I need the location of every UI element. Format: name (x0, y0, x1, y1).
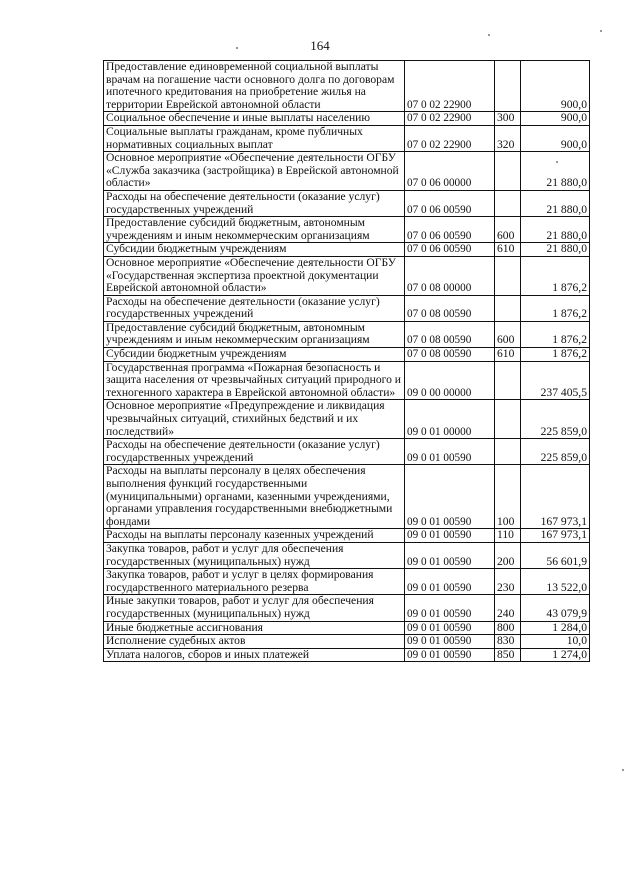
row-code-cell: 07 0 02 22900 (405, 125, 495, 151)
row-vr-cell: 230 (495, 569, 521, 595)
row-name-cell: Основное мероприятие «Обеспечение деятельности ОГБУ «Государственная экспертиза проектной документации Еврейской автономной области» (104, 256, 405, 295)
row-sum-cell: 167 973,1 (521, 465, 590, 529)
row-sum-cell: 21 880,0 (521, 217, 590, 243)
table-row (104, 190, 590, 216)
table-row (104, 125, 590, 151)
row-name-cell: Иные закупки товаров, работ и услуг для обеспечения государственных (муниципальных) нужд (104, 595, 405, 621)
table-row (104, 217, 590, 243)
row-code-cell: 09 0 01 00590 (405, 635, 495, 649)
table-row (104, 439, 590, 465)
row-vr-cell: 850 (495, 648, 521, 662)
row-vr-cell: 600 (495, 321, 521, 347)
row-vr-cell (495, 400, 521, 439)
row-code-cell: 07 0 02 22900 (405, 61, 495, 112)
row-sum-cell: 21 880,0 (521, 190, 590, 216)
row-vr-cell: 600 (495, 217, 521, 243)
table-row (104, 152, 590, 191)
table-row (104, 529, 590, 543)
table-row (104, 595, 590, 621)
row-code-cell: 09 0 01 00590 (405, 595, 495, 621)
table-row (104, 635, 590, 649)
row-vr-cell (495, 256, 521, 295)
row-vr-cell (495, 439, 521, 465)
table-row (104, 465, 590, 529)
row-code-cell: 07 0 06 00000 (405, 152, 495, 191)
row-sum-cell: 225 859,0 (521, 439, 590, 465)
row-name-cell: Предоставление единовременной социальной выплаты врачам на погашение части основного долга по договорам ипотечного кредитования на приобретение жилья на территории Еврейской автономной области (104, 61, 405, 112)
table-row (104, 361, 590, 400)
table-row (104, 321, 590, 347)
table-row (104, 648, 590, 662)
budget-table-body (104, 61, 590, 662)
table-row (104, 256, 590, 295)
row-vr-cell: 200 (495, 542, 521, 568)
row-sum-cell: 1 876,2 (521, 321, 590, 347)
row-sum-cell: 900,0 (521, 61, 590, 112)
row-vr-cell (495, 295, 521, 321)
row-sum-cell: 13 522,0 (521, 569, 590, 595)
row-name-cell: Основное мероприятие «Обеспечение деятельности ОГБУ «Служба заказчика (застройщика) в Еврейской автономной области» (104, 152, 405, 191)
row-code-cell: 07 0 06 00590 (405, 190, 495, 216)
table-row (104, 243, 590, 257)
row-sum-cell: 237 405,5 (521, 361, 590, 400)
row-vr-cell: 240 (495, 595, 521, 621)
row-name-cell: Иные бюджетные ассигнования (104, 621, 405, 635)
scan-speck (236, 47, 238, 49)
row-vr-cell: 100 (495, 465, 521, 529)
row-name-cell: Расходы на обеспечение деятельности (оказание услуг) государственных учреждений (104, 295, 405, 321)
row-sum-cell: 900,0 (521, 112, 590, 126)
row-sum-cell: 56 601,9 (521, 542, 590, 568)
row-code-cell: 09 0 01 00590 (405, 529, 495, 543)
row-code-cell: 07 0 08 00590 (405, 321, 495, 347)
row-sum-cell: 1 876,2 (521, 256, 590, 295)
row-sum-cell: 21 880,0 (521, 152, 590, 191)
page-number: 164 (310, 38, 330, 53)
row-vr-cell: 610 (495, 243, 521, 257)
row-code-cell: 07 0 06 00590 (405, 217, 495, 243)
row-name-cell: Социальные выплаты гражданам, кроме публичных нормативных социальных выплат (104, 125, 405, 151)
row-code-cell: 09 0 01 00590 (405, 439, 495, 465)
row-code-cell: 07 0 02 22900 (405, 112, 495, 126)
row-vr-cell: 830 (495, 635, 521, 649)
row-sum-cell: 225 859,0 (521, 400, 590, 439)
row-vr-cell (495, 361, 521, 400)
row-sum-cell: 1 876,2 (521, 295, 590, 321)
row-vr-cell: 320 (495, 125, 521, 151)
row-name-cell: Расходы на обеспечение деятельности (оказание услуг) государственных учреждений (104, 439, 405, 465)
row-vr-cell: 800 (495, 621, 521, 635)
row-name-cell: Государственная программа «Пожарная безопасность и защита населения от чрезвычайных ситуаций природного и техногенного характера в Еврейской автономной области» (104, 361, 405, 400)
row-code-cell: 07 0 06 00590 (405, 243, 495, 257)
row-code-cell: 09 0 01 00000 (405, 400, 495, 439)
row-name-cell: Закупка товаров, работ и услуг в целях формирования государственного материального резерва (104, 569, 405, 595)
row-name-cell: Основное мероприятие «Предупреждение и ликвидация чрезвычайных ситуаций, стихийных бедствий и их последствий» (104, 400, 405, 439)
row-code-cell: 07 0 08 00000 (405, 256, 495, 295)
row-vr-cell: 110 (495, 529, 521, 543)
row-name-cell: Расходы на обеспечение деятельности (оказание услуг) государственных учреждений (104, 190, 405, 216)
row-code-cell: 09 0 01 00590 (405, 648, 495, 662)
row-vr-cell (495, 152, 521, 191)
row-name-cell: Предоставление субсидий бюджетным, автономным учреждениям и иным некоммерческим организациям (104, 217, 405, 243)
table-row (104, 295, 590, 321)
row-code-cell: 07 0 08 00590 (405, 295, 495, 321)
row-name-cell: Уплата налогов, сборов и иных платежей (104, 648, 405, 662)
row-sum-cell: 1 274,0 (521, 648, 590, 662)
row-name-cell: Субсидии бюджетным учреждениям (104, 243, 405, 257)
scan-speck (622, 769, 624, 771)
row-code-cell: 09 0 01 00590 (405, 569, 495, 595)
row-vr-cell (495, 190, 521, 216)
row-sum-cell: 43 079,9 (521, 595, 590, 621)
row-code-cell: 09 0 01 00590 (405, 542, 495, 568)
row-name-cell: Предоставление субсидий бюджетным, автономным учреждениям и иным некоммерческим организациям (104, 321, 405, 347)
table-row (104, 542, 590, 568)
table-row (104, 348, 590, 362)
table-row (104, 400, 590, 439)
row-code-cell: 09 0 01 00590 (405, 621, 495, 635)
row-name-cell: Исполнение судебных актов (104, 635, 405, 649)
scan-speck (556, 161, 558, 163)
row-name-cell: Расходы на выплаты персоналу казенных учреждений (104, 529, 405, 543)
row-sum-cell: 900,0 (521, 125, 590, 151)
row-vr-cell (495, 61, 521, 112)
table-row (104, 569, 590, 595)
row-code-cell: 09 0 00 00000 (405, 361, 495, 400)
row-sum-cell: 10,0 (521, 635, 590, 649)
scan-speck (600, 30, 602, 32)
row-code-cell: 07 0 08 00590 (405, 348, 495, 362)
row-name-cell: Субсидии бюджетным учреждениям (104, 348, 405, 362)
row-vr-cell: 300 (495, 112, 521, 126)
table-row (104, 621, 590, 635)
table-row (104, 61, 590, 112)
row-sum-cell: 1 284,0 (521, 621, 590, 635)
table-row (104, 112, 590, 126)
row-name-cell: Закупка товаров, работ и услуг для обеспечения государственных (муниципальных) нужд (104, 542, 405, 568)
row-name-cell: Расходы на выплаты персоналу в целях обеспечения выполнения функций государственными (муниципальными) органами, казенными учреждениями, органами управления государственными внебюджетными фондами (104, 465, 405, 529)
scan-speck (488, 34, 490, 36)
row-code-cell: 09 0 01 00590 (405, 465, 495, 529)
budget-table (103, 60, 590, 662)
row-vr-cell: 610 (495, 348, 521, 362)
row-sum-cell: 167 973,1 (521, 529, 590, 543)
row-sum-cell: 1 876,2 (521, 348, 590, 362)
row-name-cell: Социальное обеспечение и иные выплаты населению (104, 112, 405, 126)
row-sum-cell: 21 880,0 (521, 243, 590, 257)
